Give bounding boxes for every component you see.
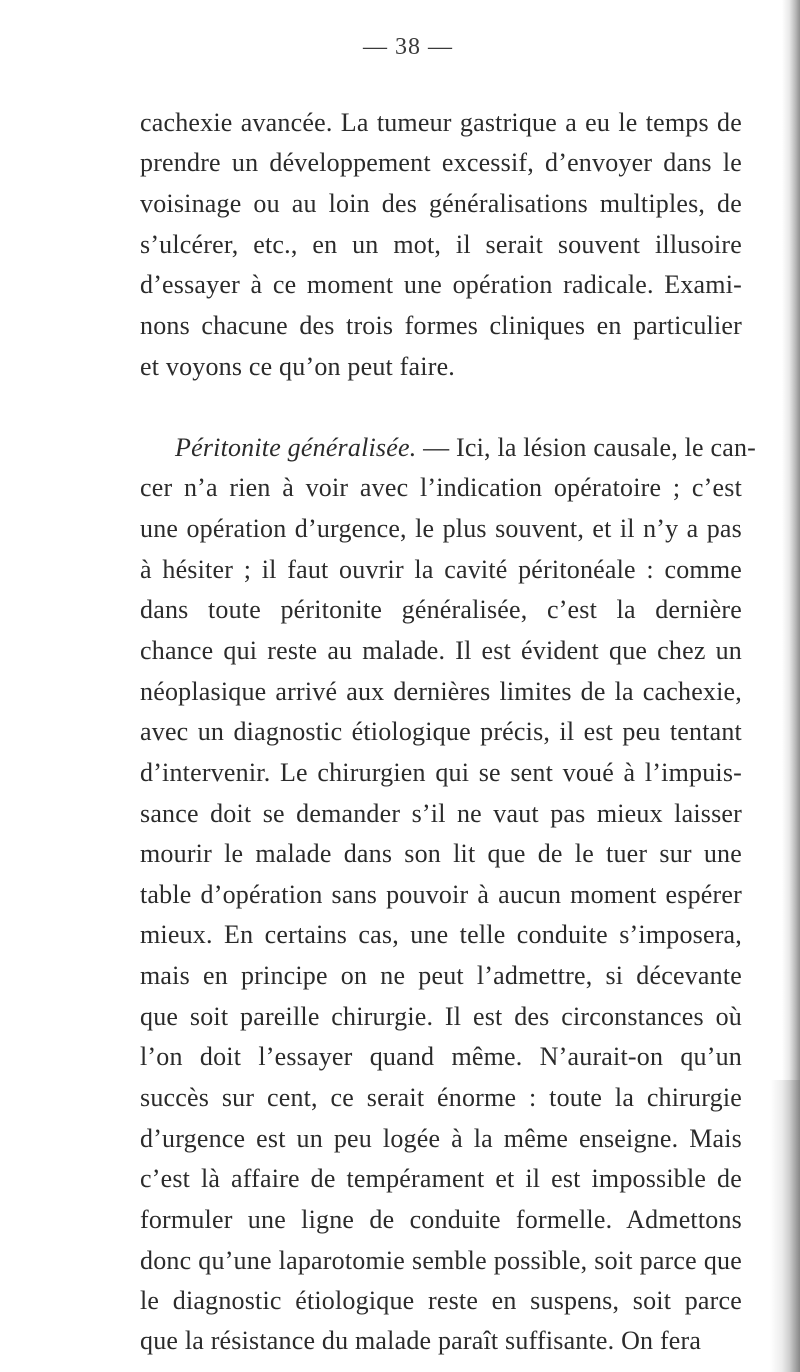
text-line: voisinage ou au loin des généralisations multiples, de bbox=[140, 189, 742, 218]
section-first-line bbox=[175, 433, 757, 463]
text-line: cachexie avancée. La tumeur gastrique a eu le temps de bbox=[140, 108, 742, 137]
text-line: une opération d’urgence, le plus souvent, et il n’y a pas bbox=[140, 514, 742, 543]
section-heading: Péritonite généralisée. bbox=[175, 433, 417, 462]
text-line: dans toute péritonite généralisée, c’est la dernière bbox=[140, 595, 742, 624]
text-line: c’est là affaire de tempérament et il est impossible de bbox=[140, 1164, 742, 1193]
text-line: mieux. En certains cas, une telle conduite s’imposera, bbox=[140, 920, 742, 949]
text-line: l’on doit l’essayer quand même. N’aurait-on qu’un bbox=[140, 1042, 742, 1071]
text-line: s’ulcérer, etc., en un mot, il serait souvent illusoire bbox=[140, 230, 742, 259]
text-line: donc qu’une laparotomie semble possible, soit parce que bbox=[140, 1246, 742, 1275]
text-line: et voyons ce qu’on peut faire. bbox=[140, 352, 456, 381]
text-line: table d’opération sans pouvoir à aucun moment espérer bbox=[140, 880, 742, 909]
page-number: — 38 — bbox=[363, 34, 453, 60]
text-line: nons chacune des trois formes cliniques en particulier bbox=[140, 311, 742, 340]
text-line: succès sur cent, ce serait énorme : toute la chirurgie bbox=[140, 1083, 742, 1112]
text-line: d’urgence est un peu logée à la même enseigne. Mais bbox=[140, 1124, 742, 1153]
text-line: sance doit se demander s’il ne vaut pas mieux laisser bbox=[140, 799, 742, 828]
text-line: d’intervenir. Le chirurgien qui se sent voué à l’impuis- bbox=[140, 758, 742, 787]
page-corner-shadow bbox=[770, 1080, 800, 1372]
text-line: avec un diagnostic étiologique précis, il est peu tentant bbox=[140, 717, 742, 746]
text-line: à hésiter ; il faut ouvrir la cavité péritonéale : comme bbox=[140, 555, 742, 584]
text-line: que la résistance du malade paraît suffisante. On fera bbox=[140, 1326, 702, 1355]
text-line: prendre un développement excessif, d’envoyer dans le bbox=[140, 148, 742, 177]
text-line: d’essayer à ce moment une opération radicale. Exami- bbox=[140, 270, 742, 299]
text-line: néoplasique arrivé aux dernières limites de la cachexie, bbox=[140, 677, 742, 706]
text-line: mais en principe on ne peut l’admettre, si décevante bbox=[140, 961, 742, 990]
text-line: cer n’a rien à voir avec l’indication opératoire ; c’est bbox=[140, 473, 742, 502]
text-line: chance qui reste au malade. Il est évident que chez un bbox=[140, 636, 742, 665]
text-line: — Ici, la lésion causale, le can- bbox=[416, 433, 757, 462]
text-line: le diagnostic étiologique reste en suspens, soit parce bbox=[140, 1286, 742, 1315]
text-line: formuler une ligne de conduite formelle. Admettons bbox=[140, 1205, 742, 1234]
text-line: que soit pareille chirurgie. Il est des circonstances où bbox=[140, 1002, 742, 1031]
text-line: mourir le malade dans son lit que de le tuer sur une bbox=[140, 839, 742, 868]
